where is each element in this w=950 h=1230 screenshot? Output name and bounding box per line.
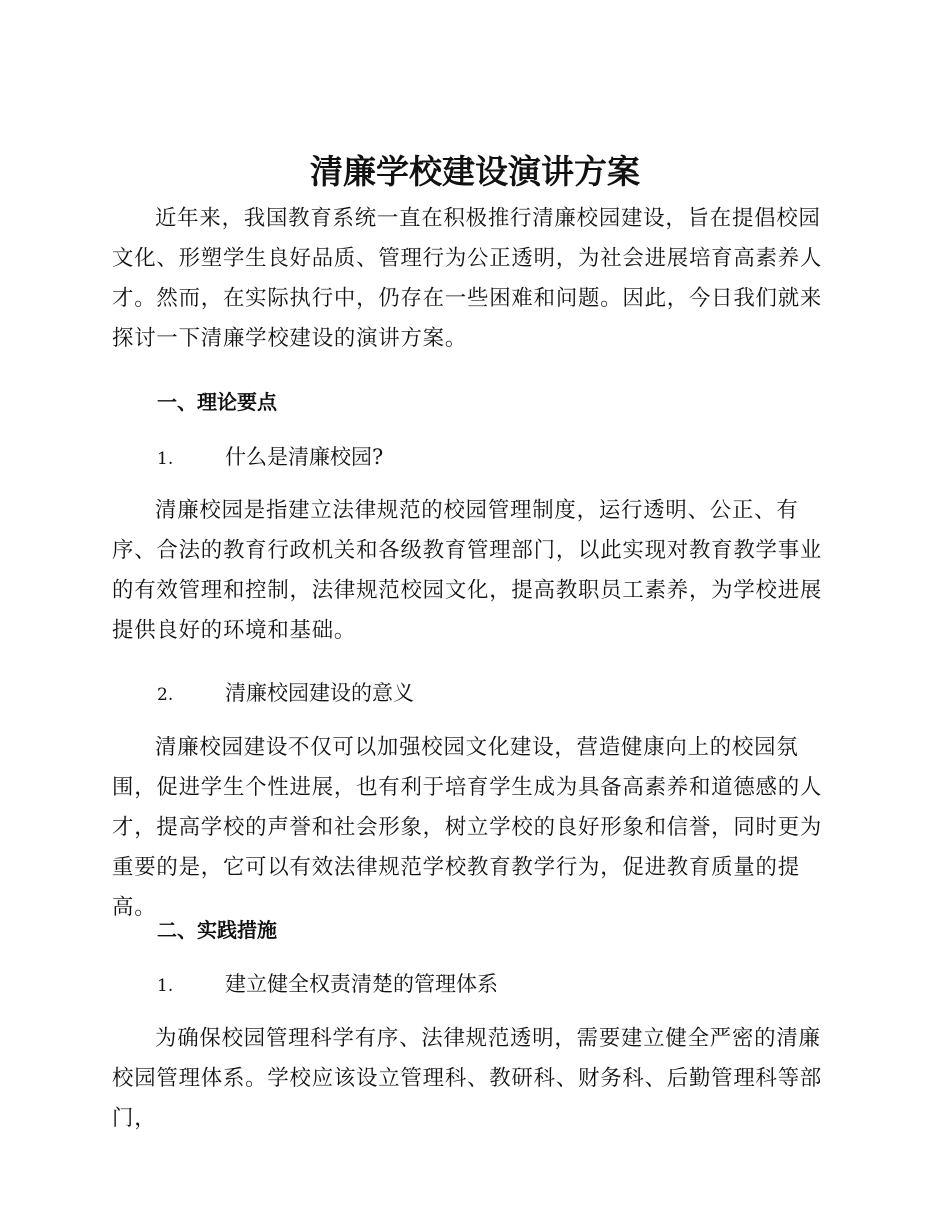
numbered-item-management-system: [157, 968, 837, 1002]
item-number: 2.: [157, 685, 174, 705]
item-number: 1.: [157, 976, 174, 996]
numbered-item-significance: [157, 677, 837, 711]
section-heading-practice: 二、实践措施: [157, 918, 277, 942]
intro-paragraph: 近年来，我国教育系统一直在积极推行清廉校园建设，旨在提倡校园文化、形塑学生良好品质、管理行为公正透明，为社会进展培育高素养人才。然而，在实际执行中，仍存在一些困难和问题。因此，今日我们就来探讨一下清廉学校建设的演讲方案。: [112, 206, 823, 351]
item-title: 清廉校园建设的意义: [225, 681, 414, 705]
numbered-item-what-is: [157, 441, 837, 475]
item-title: 建立健全权责清楚的管理体系: [225, 972, 498, 996]
document-title: 清廉学校建设演讲方案: [310, 152, 640, 191]
item-title: 什么是清廉校园?: [225, 445, 384, 469]
management-paragraph: 为确保校园管理科学有序、法律规范透明，需要建立健全严密的清廉校园管理体系。学校应该设立管理科、教研科、财务科、后勤管理科等部门，: [112, 1026, 823, 1131]
item-number: 1.: [157, 449, 174, 469]
section-heading-theory: 一、理论要点: [157, 390, 277, 414]
definition-paragraph: 清廉校园是指建立法律规范的校园管理制度，运行透明、公正、有序、合法的教育行政机关和各级教育管理部门，以此实现对教育教学事业的有效管理和控制，法律规范校园文化，提高教职员工素养，为学校进展提供良好的环境和基础。: [112, 498, 823, 643]
significance-paragraph: 清廉校园建设不仅可以加强校园文化建设，营造健康向上的校园氛围，促进学生个性进展，也有利于培育学生成为具备高素养和道德感的人才，提高学校的声誉和社会形象，树立学校的良好形象和信誉，同时更为重要的是，它可以有效法律规范学校教育教学行为，促进教育质量的提高。: [112, 735, 823, 920]
